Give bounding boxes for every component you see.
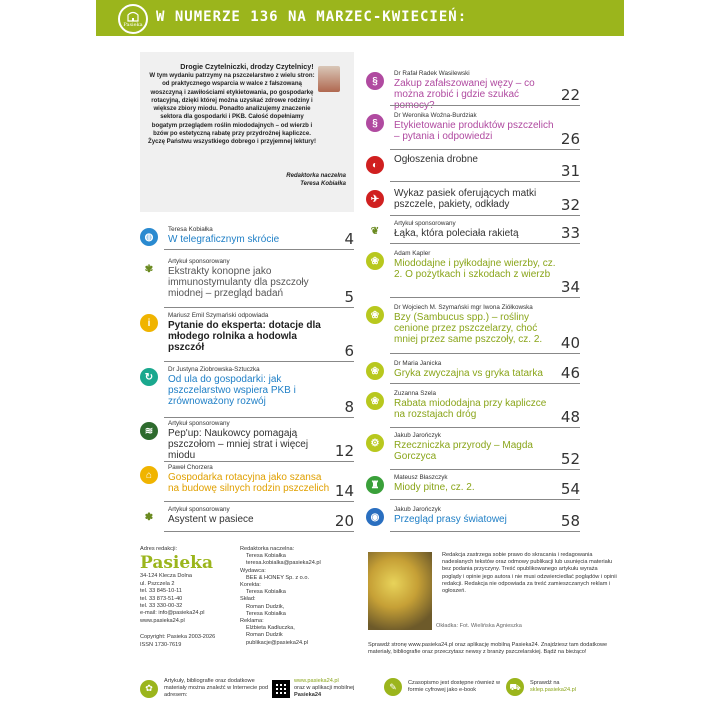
toc-entry-text — [168, 464, 330, 494]
editorial-body: W tym wydaniu patrzymy na pszczelarstwo z wielu stron: od praktycznego wsparcia w walce z fałszowaną woszczyną i zawiłościami etykietowania, po gospodarkę rotacyjną, dzięki której można uzyskać zdrowe rodziny i większe zbiory miodu. Ponadto analizujemy znaczenie sektora dla gospodarki i PKB. Całość dopełniamy bogatym przeglądem roślin miododajnych – od wierzb i bzów po estetyczną rabatę przy przydrożnej kapliczce. Życzę Państwu wszystkiego dobrego i przyjemnej lektury! — [148, 72, 316, 146]
address-line: 34-124 Klecza Dolna — [140, 573, 192, 580]
toc-page-number: 20 — [334, 512, 354, 530]
toc-author: Artykuł sponsorowany — [168, 258, 230, 265]
torof-logo-icon: ❦ — [366, 222, 384, 240]
toc-title[interactable]: Gospodarka rotacyjna jako szansa na budowę silnych rodzin pszczelich — [168, 472, 330, 494]
toc-entry-text — [394, 506, 556, 525]
address-line: tel. 33 873-51-40 — [140, 595, 183, 602]
editor-name: Teresa Kobiałka — [246, 553, 286, 560]
toc-page-number: 40 — [560, 334, 580, 352]
toc-title[interactable]: Wykaz pasiek oferujących matki pszczele, pakiety, odkłady — [394, 188, 537, 210]
toc-divider — [164, 531, 354, 532]
toc-divider — [390, 243, 580, 244]
toc-title[interactable]: Pep'up: Naukowcy pomagają pszczołom – mniej strat i więcej miodu — [168, 428, 309, 461]
toc-title[interactable]: Etykietowanie produktów pszczelich – pytania i odpowiedzi — [394, 120, 554, 142]
toc-divider — [164, 361, 354, 362]
toc-divider — [164, 249, 354, 250]
toc-divider — [390, 181, 580, 182]
promo-note: Sprawdź stronę www.pasieka24.pl oraz aplikację mobilną Pasieka24. Znajdziesz tam dodatkowe materiały, bibliografie oraz przeczytasz newsy z branży pszczelarskiej. Bądź na bieżąco! — [368, 642, 608, 656]
ebook-icon: ✎ — [384, 678, 402, 696]
toc-page-number: 46 — [560, 364, 580, 382]
ads-label: Reklama: — [240, 618, 264, 625]
toc-entry[interactable] — [140, 226, 354, 248]
toc-entry[interactable] — [140, 366, 354, 416]
toc-entry[interactable] — [366, 250, 580, 296]
toc-divider — [390, 215, 580, 216]
publisher-label: Wydawca: — [240, 567, 266, 574]
ads-name: Elżbieta Kadłuczka, — [246, 625, 295, 632]
toc-author: Dr Wojciech M. Szymański mgr Iwona Ziółkowska — [394, 304, 533, 311]
address-line[interactable]: www.pasieka24.pl — [140, 617, 185, 624]
toc-page-number: 48 — [560, 408, 580, 426]
toc-title[interactable]: Asystent w pasiece — [168, 514, 254, 525]
toc-page-number: 4 — [344, 230, 354, 248]
disclaimer: Redakcja zastrzega sobie prawo do skracania i redagowania nadesłanych tekstów oraz odmowy publikacji lub usunięcia materiału bez podania przyczyny. Treść opublikowanego artykułu wyraża poglądy i opinie jego autora i nie musi odzwierciedlać poglądów i opinii redakcji. Redakcja nie odpowiada za treść zamieszczanych reklam i ogłoszeń. — [442, 552, 617, 595]
plant-icon: ❀ — [366, 362, 384, 380]
toc-entry-text — [394, 304, 556, 345]
app-text: oraz w aplikacji mobilnej — [294, 685, 355, 691]
toc-title[interactable]: Miododajne i pyłkodajne wierzby, cz. 2. O pożytkach i szkodach z wierzb — [394, 258, 556, 280]
footer-item-online — [140, 678, 270, 699]
editor-photo — [318, 66, 340, 92]
toc-divider — [164, 417, 354, 418]
toc-divider — [164, 307, 354, 308]
toc-page-number: 22 — [560, 86, 580, 104]
ads-email[interactable]: publikacje@pasieka24.pl — [246, 639, 308, 646]
toc-divider — [390, 149, 580, 150]
toc-title[interactable]: Przegląd prasy światowej — [394, 514, 507, 525]
toc-entry-text — [394, 390, 556, 420]
qr-code-icon[interactable] — [272, 680, 290, 698]
footer-links — [140, 678, 620, 706]
editor-email[interactable]: teresa.kobialka@pasieka24.pl — [246, 560, 321, 567]
toc-title[interactable]: Ogłoszenia drobne — [394, 154, 478, 165]
pasieka-logo — [118, 4, 148, 34]
address-label: Adres redakcji: — [140, 546, 177, 552]
toc-author: Mariusz Emil Szymański odpowiada — [168, 312, 269, 319]
toc-author: Paweł Chorzera — [168, 464, 213, 471]
toc-divider — [390, 531, 580, 532]
hive-icon — [126, 10, 140, 22]
shop-url[interactable]: sklep.pasieka24.pl — [530, 687, 577, 693]
toc-entry[interactable] — [140, 464, 354, 500]
toc-entry-text — [168, 312, 330, 353]
toc-entry[interactable] — [366, 304, 580, 352]
toc-page-number: 52 — [560, 450, 580, 468]
paragraph-icon: § — [366, 114, 384, 132]
toc-entry-text — [394, 112, 556, 142]
toc-entry[interactable] — [366, 390, 580, 426]
toc-page-number: 33 — [560, 224, 580, 242]
editorial-signature — [286, 172, 346, 188]
toc-page-number: 34 — [560, 278, 580, 296]
toc-entry[interactable] — [366, 70, 580, 104]
toc-divider — [390, 383, 580, 384]
plant-icon: ❀ — [366, 252, 384, 270]
toc-entry-text — [394, 250, 556, 280]
toc-divider — [390, 427, 580, 428]
toc-title[interactable]: W telegraficznym skrócie — [168, 234, 280, 245]
footer-logo: Pasieka — [140, 553, 213, 574]
footer-item-shop[interactable] — [506, 678, 616, 696]
signature-name: Teresa Kobiałka — [300, 181, 346, 187]
stripes-logo-icon: ≋ — [140, 422, 158, 440]
toc-divider — [390, 105, 580, 106]
toc-divider — [390, 469, 580, 470]
footer-item-text: Czasopismo jest dostępne również w formie cyfrowej jako e-book — [408, 680, 501, 693]
toc-author: Teresa Kobiałka — [168, 226, 213, 233]
bee-icon: ✈ — [366, 190, 384, 208]
footer-item-text: Artykuły, bibliografie oraz dodatkowe materiały można znaleźć w Internecie pod adresem: — [164, 678, 269, 698]
dtp-name: Teresa Kobiałka — [246, 610, 286, 617]
toc-title[interactable]: Gryka zwyczajna vs gryka tatarka — [394, 368, 543, 379]
bicycle-icon: ⚙ — [366, 434, 384, 452]
toc-entry-text — [168, 258, 330, 299]
toc-author: Dr Maria Janicka — [394, 360, 442, 367]
cart-icon: ⛟ — [506, 678, 524, 696]
toc-entry-text — [168, 226, 330, 245]
dtp-name: Roman Dudzik, — [246, 603, 285, 610]
header-bar — [96, 0, 624, 36]
app-name: Pasieka24 — [294, 692, 322, 698]
toc-entry-text — [168, 506, 330, 525]
editorial-box — [140, 52, 354, 212]
signature-role: Redaktorka naczelna — [286, 173, 346, 179]
toc-entry[interactable] — [366, 220, 580, 242]
toc-title[interactable]: Miody pitne, cz. 2. — [394, 482, 475, 493]
paragraph-icon: § — [366, 72, 384, 90]
toc-divider — [390, 297, 580, 298]
toc-author: Dr Justyna Ziobrowska-Sztuczka — [168, 366, 260, 373]
shop-label: Sprawdź na — [530, 680, 560, 686]
copyright: Copyright: Pasieka 2003-2026 — [140, 634, 216, 641]
dots-logo-icon: ✽ — [140, 508, 158, 526]
plant-icon: ❀ — [366, 306, 384, 324]
toc-author: Zuzanna Szela — [394, 390, 437, 397]
hive-icon: ⌂ — [140, 466, 158, 484]
cover-credit: Okładka: Fot. Wielińska Agnieszka — [436, 623, 522, 629]
toc-entry-text — [394, 220, 556, 239]
toc-author: Artykuł sponsorowany — [168, 506, 230, 513]
toc-title[interactable]: Rzeczniczka przyrody – Magda Gorczyca — [394, 440, 533, 462]
toc-page-number: 26 — [560, 130, 580, 148]
address-line: tel. 33 330-00-32 — [140, 603, 183, 610]
toc-author: Jakub Jarończyk — [394, 432, 441, 439]
address-line: ul. Pszczela 2 — [140, 580, 175, 587]
toc-author: Jakub Jarończyk — [394, 506, 441, 513]
footer-item-ebook — [384, 678, 504, 696]
toc-page-number: 8 — [344, 398, 354, 416]
toc-entry[interactable] — [366, 474, 580, 498]
toc-entry[interactable] — [366, 432, 580, 468]
toc-title[interactable]: Zakup zafałszowanej węzy – co można zrobić i gdzie szukać — [394, 78, 535, 100]
toc-entry[interactable] — [140, 506, 354, 530]
toc-author: Artykuł sponsorowany — [394, 220, 456, 227]
toc-entry[interactable] — [366, 188, 580, 214]
info-icon: i — [140, 314, 158, 332]
world-icon: ◉ — [366, 508, 384, 526]
logo-text: Pasieka — [123, 22, 143, 28]
toc-entry[interactable] — [366, 506, 580, 530]
footer-address — [140, 546, 215, 649]
toc-author: Dr Rafał Radek Wasilewski — [394, 70, 470, 77]
toc-page-number: 54 — [560, 480, 580, 498]
toc-page-number: 5 — [344, 288, 354, 306]
app-url[interactable]: www.pasieka24.pl — [294, 678, 339, 684]
toc-page-number: 12 — [334, 442, 354, 460]
ads-name: Roman Dudzik — [246, 632, 283, 639]
toc-entry-text — [394, 188, 556, 210]
toc-entry[interactable] — [140, 258, 354, 306]
footer-app-text — [294, 678, 354, 699]
web-icon: ✿ — [140, 680, 158, 698]
toc-entry-text — [168, 366, 330, 407]
address-line: tel. 33 845-10-11 — [140, 588, 182, 595]
toc-entry-text — [394, 432, 556, 462]
toc-entry[interactable] — [366, 154, 580, 180]
toc-page-number: 6 — [344, 342, 354, 360]
economy-icon: ↻ — [140, 368, 158, 386]
toc-title[interactable]: Bzy (Sambucus spp.) – rośliny cenione przez pszczelarzy, choć mniej przez same pszczoły, cz. 2. — [394, 312, 543, 345]
toc-divider — [164, 501, 354, 502]
toc-entry[interactable] — [140, 420, 354, 460]
footer-item-app[interactable] — [272, 678, 382, 699]
proof: Teresa Kobiałka — [246, 589, 286, 596]
toc-page-number: 32 — [560, 196, 580, 214]
toc-entry[interactable] — [140, 312, 354, 360]
toc-page-number: 58 — [560, 512, 580, 530]
ads-icon: ◐ — [366, 156, 384, 174]
toc-author: Mateusz Błaszczyk — [394, 474, 448, 481]
toc-entry-text — [168, 420, 330, 461]
toc-entry[interactable] — [366, 360, 580, 382]
publisher: BEE & HONEY Sp. z o.o. — [246, 574, 310, 581]
toc-divider — [390, 353, 580, 354]
plant-icon: ❀ — [366, 392, 384, 410]
issue-title: W NUMERZE 136 NA MARZEC-KWIECIEŃ: — [156, 9, 468, 25]
proof-label: Korekta: — [240, 582, 261, 589]
toc-page-number: 14 — [334, 482, 354, 500]
editorial-greeting: Drogie Czytelniczki, drodzy Czytelnicy! — [180, 62, 314, 71]
footer-staff — [240, 546, 321, 647]
toc-page-number: 31 — [560, 162, 580, 180]
toc-entry[interactable] — [366, 112, 580, 148]
dtp-label: Skład: — [240, 596, 256, 603]
globe-icon: ◍ — [140, 228, 158, 246]
toc-entry-text — [394, 154, 556, 165]
issn: ISSN 1730-7619 — [140, 641, 182, 648]
toc-title[interactable]: Pytanie do eksperta: dotacje dla młodego rolnika a hodowla pszczół — [168, 320, 321, 353]
drink-icon: ♜ — [366, 476, 384, 494]
toc-divider — [390, 499, 580, 500]
toc-author: Adam Kapler — [394, 250, 431, 257]
toc-title[interactable]: Ekstrakty konopne jako immunostymulanty dla pszczoły miodnej – przegląd badań — [168, 266, 309, 299]
cover-photo — [368, 552, 432, 630]
footer — [96, 540, 624, 720]
sponsor-logo-icon: ✾ — [140, 260, 158, 278]
toc-title[interactable]: Od ula do gospodarki: jak pszczelarstwo wspiera PKB i zrównoważony rozwój — [168, 374, 296, 407]
address-line[interactable]: e-mail: info@pasieka24.pl — [140, 610, 205, 617]
toc-author: Artykuł sponsorowany — [168, 420, 230, 427]
magazine-page — [96, 0, 624, 720]
toc-entry-text — [394, 474, 556, 493]
toc-title[interactable]: Łąka, która poleciała rakietą — [394, 228, 519, 239]
toc-author: Dr Weronika Woźna-Burdziak — [394, 112, 477, 119]
toc-divider — [164, 461, 354, 462]
editor-label: Redaktorka naczelna: — [240, 546, 295, 552]
toc-title[interactable]: Rabata miododajna przy kapliczce na rozstajach dróg — [394, 398, 547, 420]
toc-entry-text — [394, 360, 556, 379]
shop-text — [530, 680, 576, 694]
